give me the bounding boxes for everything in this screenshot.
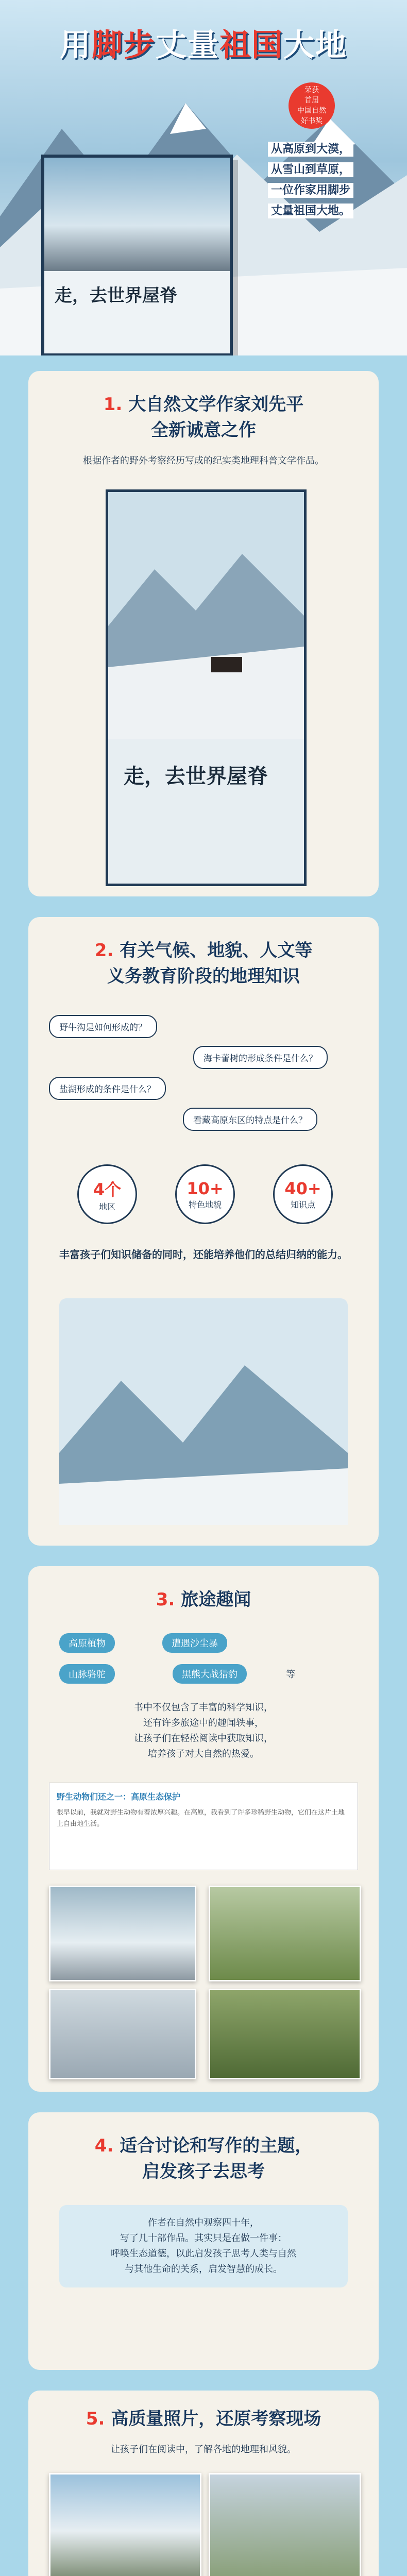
stat-value: 4个: [93, 1179, 122, 1199]
badge-line: 首届: [304, 96, 319, 105]
photo-snow-animal: [49, 1886, 196, 1981]
section-4-title: [28, 2133, 379, 2184]
tagline-line: 从雪山到草原，: [268, 162, 353, 177]
section-4-panel: [28, 2112, 379, 2370]
section-5-title: [28, 2406, 379, 2432]
text-line: 让孩子们在轻松阅读中获取知识，: [134, 1733, 273, 1744]
section-title-line: 适合讨论和写作的主题，: [120, 2136, 313, 2156]
section-3-panel: [28, 1566, 379, 2092]
section-5-panel: [28, 2391, 379, 2576]
topic-tag: 山脉骆驼: [59, 1664, 115, 1684]
question-bubble: 盐湖形成的条件是什么？: [49, 1077, 166, 1100]
section-2-illustration: [59, 1298, 348, 1525]
section-title-line: 大自然文学作家刘先平: [128, 394, 304, 415]
topic-tag: 遭遇沙尘暴: [162, 1633, 227, 1653]
section-2-title: [28, 938, 379, 989]
section-number: 3.: [156, 1589, 175, 1610]
stat-value: 40+: [284, 1178, 321, 1198]
book-excerpt: [49, 1783, 358, 1870]
text-line: 与其他生命的关系，启发智慧的成长。: [125, 2264, 282, 2275]
badge-line: 好书奖: [301, 117, 323, 125]
text-line: 呼唤生态道德，以此启发孩子思考人类与自然: [111, 2248, 296, 2259]
photo-bird: [49, 1989, 196, 2079]
section-title-line: 启发孩子去思考: [142, 2161, 265, 2182]
section-1-panel: [28, 371, 379, 896]
text-line: 作者在自然中观察四十年，: [148, 2217, 259, 2228]
topic-tag-more: 等: [286, 1669, 295, 1680]
section-number: 2.: [94, 940, 114, 961]
book-cover-large: [106, 489, 307, 886]
stat-label: 特色地貌: [188, 1199, 222, 1210]
photo-valley: [209, 2473, 361, 2576]
title-part-3: 步: [124, 27, 156, 63]
title-part-4: 丈量: [156, 27, 219, 63]
section-3-text: [59, 1700, 348, 1762]
topic-tag: 高原植物: [59, 1633, 115, 1653]
section-2-panel: [28, 917, 379, 1546]
title-part-5: 祖国: [219, 27, 283, 63]
question-bubble: 海卡蕾树的形成条件是什么？: [193, 1046, 328, 1069]
badge-line: 中国自然: [297, 107, 326, 115]
badge-line: 荣获: [304, 86, 319, 94]
hero-title: [10, 21, 397, 65]
stat-circle: [175, 1164, 235, 1224]
section-3-title: [28, 1587, 379, 1613]
section-1-title: [28, 392, 379, 443]
stat-circle: [77, 1164, 137, 1224]
question-bubble: 看藏高原东区的特点是什么？: [183, 1108, 317, 1131]
section-2-summary: 丰富孩子们知识储备的同时，还能培养他们的总结归纳的能力。: [59, 1248, 348, 1261]
landscape-illustration: [59, 1298, 348, 1525]
book-cover: [41, 155, 233, 355]
hero-banner: [0, 0, 407, 355]
section-4-text: [59, 2205, 348, 2287]
stat-circle: [273, 1164, 333, 1224]
photo-wildlife: [209, 1989, 361, 2079]
hero-tagline: [268, 139, 397, 222]
question-bubble: 野牛沟是如何形成的？: [49, 1015, 157, 1038]
section-number: 5.: [86, 2409, 105, 2429]
section-number: 4.: [94, 2136, 114, 2156]
book-title: 走，去世界屋脊: [124, 764, 268, 788]
title-part-6: 大地: [283, 27, 347, 63]
text-line: 写了几十部作品。其实只是在做一件事：: [120, 2233, 287, 2244]
stat-label: 知识点: [290, 1199, 315, 1210]
stat-value: 10+: [186, 1178, 224, 1198]
photo-mountain: [49, 2473, 201, 2576]
excerpt-text: 很早以前，我就对野生动物有着浓厚兴趣。在高原，我看到了许多珍稀野生动物，它们在这片土地上自由地生活。: [57, 1809, 345, 1828]
photo-grassland: [209, 1886, 361, 1981]
tagline-line: 从高原到大漠，: [268, 142, 353, 157]
text-line: 书中不仅包含了丰富的科学知识，: [134, 1702, 273, 1713]
book-cover-photo: [108, 492, 304, 739]
text-line: 培养孩子对大自然的热爱。: [148, 1749, 259, 1759]
section-title-line: 旅途趣闻: [181, 1589, 251, 1610]
book-title: 走，去世界屋脊: [55, 285, 177, 306]
award-badge: [289, 82, 335, 129]
book-cover-photo: [44, 158, 230, 271]
section-5-text: 让孩子们在阅读中，了解各地的地理和风貌。: [111, 2444, 296, 2455]
text-line: 还有许多旅途中的趣闻轶事，: [143, 1718, 264, 1728]
section-title-line: 有关气候、地貌、人文等: [120, 940, 313, 961]
section-title-line: 高质量照片，还原考察现场: [111, 2409, 321, 2429]
tagline-line: 一位作家用脚步: [268, 183, 353, 198]
section-title-line: 义务教育阶段的地理知识: [107, 966, 300, 987]
tagline-line: 丈量祖国大地。: [268, 204, 353, 218]
topic-tag: 黑熊大战猎豹: [173, 1664, 247, 1684]
section-1-text: 根据作者的野外考察经历写成的纪实类地理科普文学作品。: [83, 455, 324, 466]
stat-label: 地区: [98, 1201, 115, 1212]
section-title-line: 全新诚意之作: [151, 420, 256, 440]
title-part-1: 用: [60, 27, 92, 63]
section-number: 1.: [103, 394, 123, 415]
excerpt-title: 野生动物们还之一：高原生态保护: [57, 1792, 181, 1802]
title-part-2: 脚: [92, 27, 124, 63]
